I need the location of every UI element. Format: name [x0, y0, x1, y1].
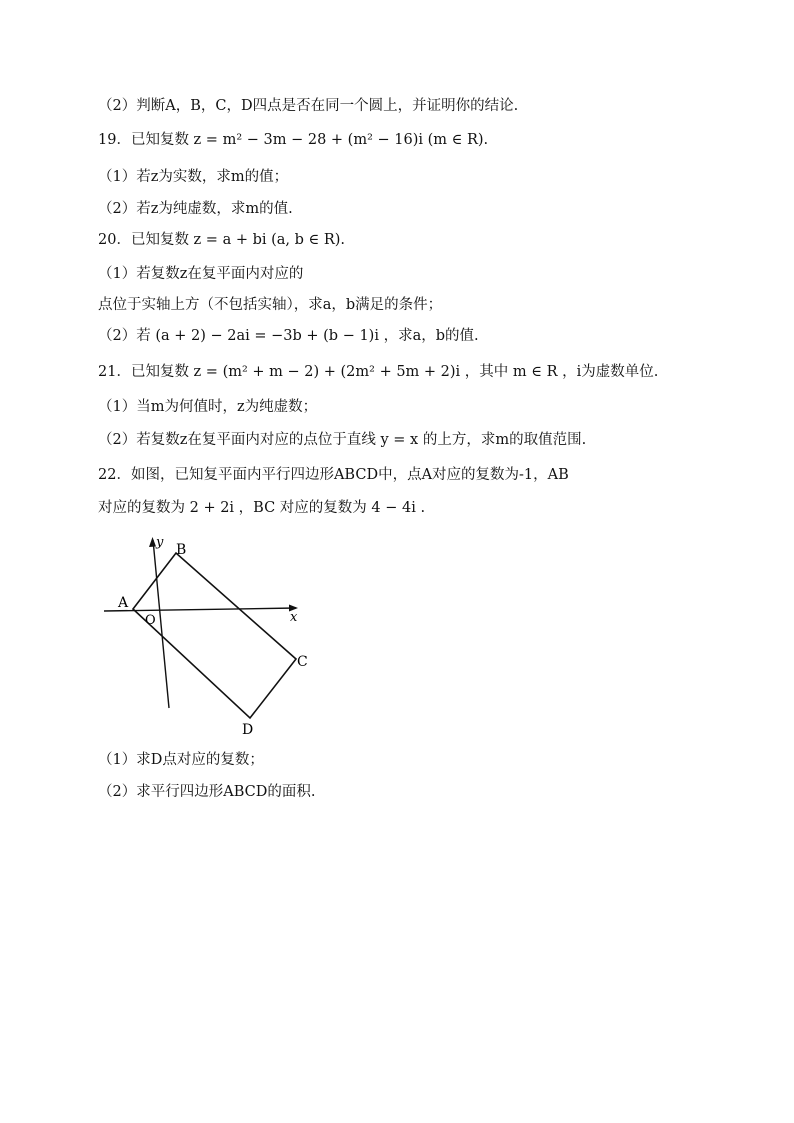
- parallelogram-figure: [100, 530, 330, 740]
- q21-part1: （1）当m为何值时，z为纯虚数；: [98, 399, 318, 415]
- q20-part2: （2）若 (a + 2) − 2ai = −3b + (b − 1)i ，求a，b的值.: [98, 328, 479, 344]
- q19-part1: （1）若z为实数，求m的值；: [98, 169, 289, 185]
- q20-part1-b: 点位于实轴上方（不包括实轴），求a，b满足的条件；: [98, 297, 443, 313]
- label-a: A: [118, 595, 129, 611]
- q21-stem: 21．已知复数 z = (m² + m − 2) + (2m² + 5m + 2)i ，其中 m ∈ R ，i为虚数单位.: [98, 364, 659, 380]
- parallelogram-abcd: [133, 553, 296, 718]
- q20-part1-a: （1）若复数z在复平面内对应的: [98, 266, 304, 282]
- q22-stem-b: 对应的复数为 2 + 2i ，BC 对应的复数为 4 − 4i .: [98, 500, 426, 516]
- y-axis-arrow: [149, 537, 156, 547]
- q22-part2: （2）求平行四边形ABCD的面积.: [98, 784, 316, 800]
- q22-stem-a: 22．如图，已知复平面内平行四边形ABCD中，点A对应的复数为-1，AB: [98, 467, 569, 483]
- label-x: x: [290, 610, 298, 625]
- q19-stem: 19．已知复数 z = m² − 3m − 28 + (m² − 16)i (m ∈ R).: [98, 132, 489, 148]
- label-b: B: [176, 542, 187, 558]
- label-c: C: [297, 654, 308, 670]
- q18-part2: （2）判断A，B，C，D四点是否在同一个圆上，并证明你的结论.: [98, 98, 519, 114]
- label-y: y: [156, 535, 164, 550]
- q19-part2: （2）若z为纯虚数，求m的值.: [98, 201, 293, 217]
- q21-part2: （2）若复数z在复平面内对应的点位于直线 y = x 的上方，求m的取值范围.: [98, 432, 587, 448]
- label-o: O: [145, 613, 156, 628]
- q20-stem: 20．已知复数 z = a + bi (a, b ∈ R).: [98, 232, 346, 248]
- q22-part1: （1）求D点对应的复数；: [98, 752, 264, 768]
- figure-svg: [100, 530, 330, 740]
- label-d: D: [242, 722, 254, 738]
